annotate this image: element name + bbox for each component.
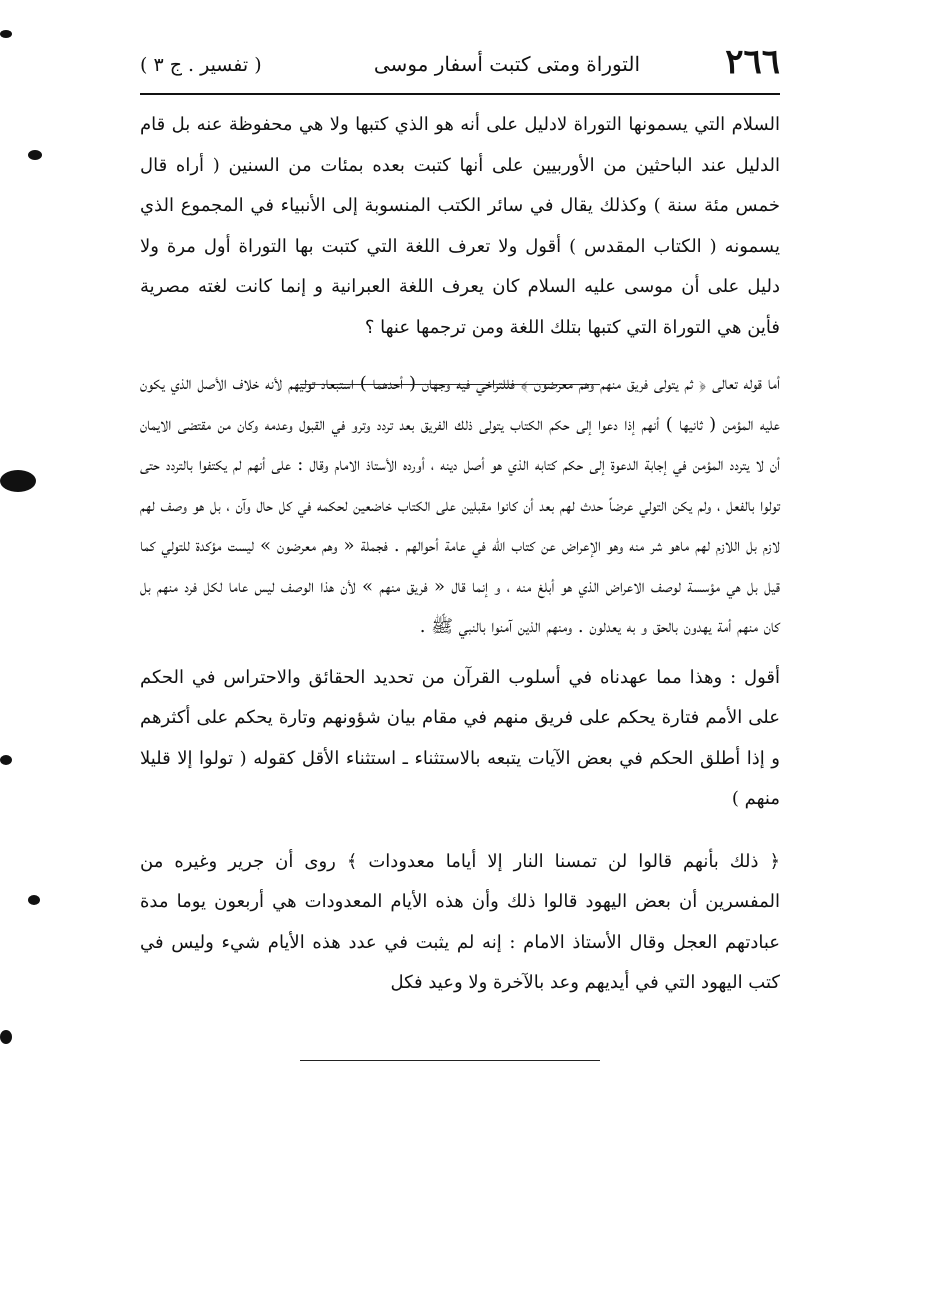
volume-label: ( تفسير . ج ٣ )	[140, 54, 262, 76]
paragraph-4: ﴿ ذلك بأنهم قالوا لن تمسنا النار إلا أياما معدودات ﴾ روى أن جرير وغيره من المفسرين أن بعض اليهود قالوا ذلك وأن هذه الأيام المعدودات هي أربعون يوما مدة عبادتهم العجل وقال الأستاذ الامام : إنه لم يثبت في عدد هذه الأيام شيء وليس في كتب اليهود التي في أيديهم وعد بالآخرة ولا وعيد فكل	[140, 850, 780, 993]
paragraph-1: السلام التي يسمونها التوراة لادليل على أنه هو الذي كتبها ولا هي محفوظة عنه بل قام الدليل عند الباحثين من الأوربيين على أنها كتبت بعده بمئات من السنين ( أراه قال خمس مئة سنة ) وكذلك يقال في سائر الكتب المنسوبة إلى الأنبياء في المجموع الذي يسمونه ( الكتاب المقدس ) أقول ولا تعرف اللغة التي كتبت بها التوراة أول مرة ولا دليل على أن موسى عليه السلام كان يعرف اللغة العبرانية و إنما كانت لغته مصرية فأين هي التوراة التي كتبها بتلك اللغة ومن ترجمها عنها ؟	[140, 114, 780, 338]
scan-blot	[28, 150, 42, 160]
separator-line	[300, 384, 600, 385]
separator-line	[300, 1060, 600, 1061]
scan-blot	[0, 1030, 12, 1044]
page-header	[140, 42, 780, 88]
paragraph-2: أما قوله تعالى ﴿ ثم يتولى فريق منهم وهم معرضون ﴾ فللتراخي فيه وجهان ( أحدهما ) استبعاد توليهم لأنه خلاف الأصل الذي يكون عليه المؤمن ( ثانيها ) أنهم إذا دعوا إلى حكم الكتاب يتولى ذلك الفريق بعد تردد وترو في القبول وعدمه وكان من مقتضى الايمان أن لا يتردد المؤمن في إجابة الدعوة إلى حكم كتابه الذي هو أصل دينه ، أورده الأستاذ الامام وقال : على أنهم لم يكتفوا بالتردد حتى تولوا بالفعل ، ولم يكن التولي عرضاً حدث لهم بعد أن كانوا مقبلين على الكتاب خاضعين لحكمه في كل حال وآن ، بل هو وصف لهم لازم بل اللازم لهم ماهو شر منه وهو الإعراض عن كتاب الله في عامة أحوالهم . فجملة « وهم معرضون » ليست مؤكدة للتولي كما قيل بل هي مؤسسة لوصف الاعراض الذي هو أبلغ منه ، و إنما قال « فريق منهم » لأن هذا الوصف ليس عاما لكل فرد منهم بل كان منهم أمة يهدون بالحق و به يعدلون . ومنهم الذين آمنوا بالنبي ﷺ .	[140, 373, 781, 637]
paragraph-3: أقول : وهذا مما عهدناه في أسلوب القرآن من تحديد الحقائق والاحتراس في الحكم على الأمم فتارة يحكم على فريق منهم في مقام بيان شؤونهم وتارة يحكم على أكثرهم و إذا أطلق الحكم في بعض الآيات يتبعه بالاستثناء ـ استثناء الأقل كقوله ( تولوا إلا قليلا منهم )	[140, 666, 780, 809]
header-rule	[140, 93, 780, 95]
page-number: ٢٦٦	[725, 42, 780, 82]
scan-blot	[0, 30, 12, 38]
running-title: التوراة ومتى كتبت أسفار موسى	[373, 52, 640, 76]
page-body	[140, 105, 780, 1004]
scan-blot	[0, 470, 36, 492]
scan-blot	[28, 895, 40, 905]
scan-blot	[0, 755, 12, 765]
